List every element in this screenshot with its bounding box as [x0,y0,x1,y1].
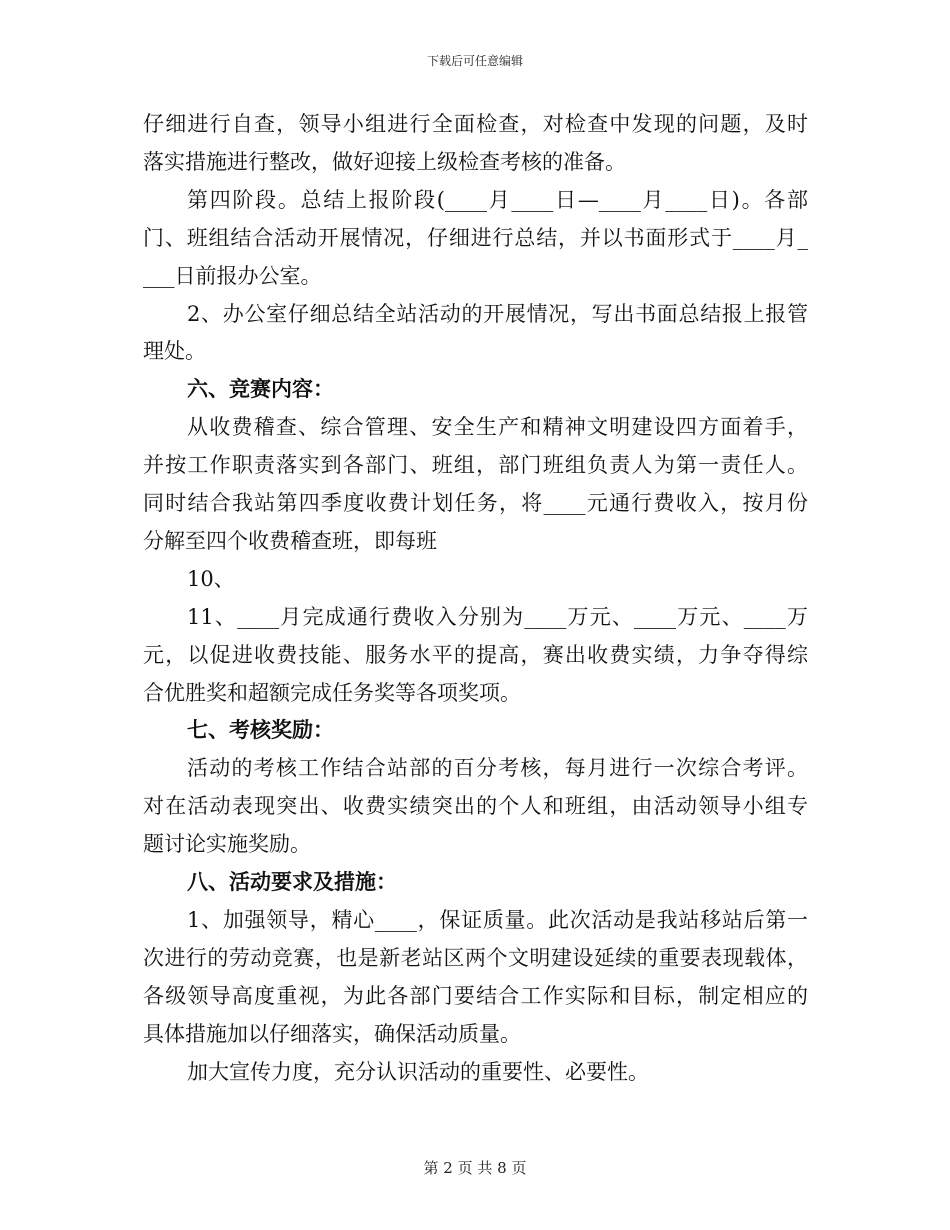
text-line: 活动的考核工作结合站部的百分考核，每月进行一次综合考评。 [187,756,808,781]
text-line: 10、 [187,566,235,591]
text-line: 题讨论实施奖励。 [143,832,311,857]
text-line: 对在活动表现突出、收费实绩突出的个人和班组，由活动领导小组专 [143,794,808,819]
page-header: 下载后可任意编辑 [426,54,523,68]
page-footer: 第 2 页 共 8 页 [423,1159,527,1177]
text-line: 1、加强领导，精心____，保证质量。此次活动是我站移站后第一 [187,907,808,932]
section-heading: 七、考核奖励： [187,717,334,743]
text-line: 合优胜奖和超额完成任务奖等各项奖项。 [143,680,521,705]
text-line: 2、办公室仔细总结全站活动的开展情况，写出书面总结报上报管 [187,301,808,326]
text-line: 同时结合我站第四季度收费计划任务，将____元通行费收入，按月份 [143,491,808,515]
text-line: 各级领导高度重视，为此各部门要结合工作实际和目标，制定相应的 [143,983,808,1008]
text-line: 次进行的劳动竞赛，也是新老站区两个文明建设延续的重要表现载体， [143,945,808,970]
text-line: 分解至四个收费稽查班，即每班 [143,528,437,553]
text-line: 理处。 [143,339,206,364]
text-line: 11、____月完成通行费收入分别为____万元、____万元、____万 [187,604,808,629]
text-line: 从收费稽查、综合管理、安全生产和精神文明建设四方面着手， [187,415,808,440]
text-line: 具体措施加以仔细落实，确保活动质量。 [143,1021,521,1046]
text-line: 第四阶段。总结上报阶段(____月____日—____月____日)。各部 [187,187,808,212]
text-line: ___日前报办公室。 [143,263,322,288]
text-line: 落实措施进行整改，做好迎接上级检查考核的准备。 [143,149,626,174]
text-line: 元，以促进收费技能、服务水平的提高，赛出收费实绩，力争夺得综 [143,642,808,667]
text-line: 仔细进行自查，领导小组进行全面检查，对检查中发现的问题，及时 [143,112,808,136]
text-line: 并按工作职责落实到各部门、班组，部门班组负责人为第一责任人。 [143,453,808,478]
text-line: 加大宣传力度，充分认识活动的重要性、必要性。 [187,1059,649,1084]
text-line: 门、班组结合活动开展情况，仔细进行总结，并以书面形式于____月_ [143,225,808,250]
section-heading: 六、竞赛内容： [187,376,334,402]
section-heading: 八、活动要求及措施： [187,869,397,894]
